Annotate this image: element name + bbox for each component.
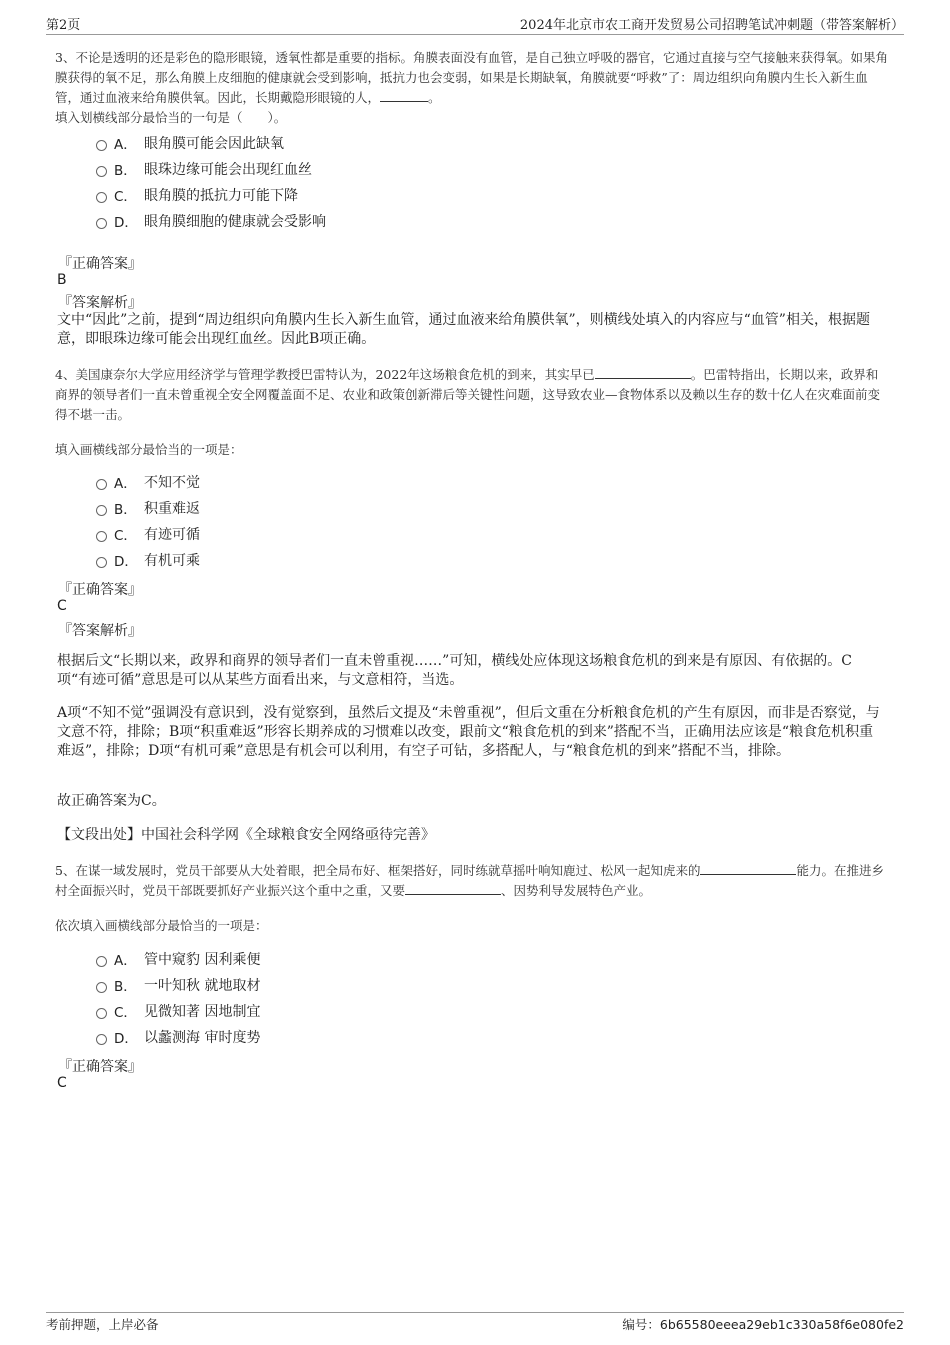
question-5-prompt: 依次填入画横线部分最恰当的一项是： — [55, 918, 268, 933]
answer-blank — [380, 89, 428, 102]
radio-icon[interactable] — [96, 505, 107, 516]
question-3-text: 3、不论是透明的还是彩色的隐形眼镜，透氧性都是重要的指标。角膜表面没有血管，是自己独立呼吸的器官，它通过直接与空气接触来获得氧。如果角膜获得的氧不足，那么角膜上皮细胞的健康就会受到影响，抵抗力也会变弱，如果是长期缺氧，角膜就要“呼救”了：周边组织向角膜内生长入新生血管，通过血液来给角膜供氧。因此，长期戴隐形眼镜的人， 。 填入划横线部分最恰当的一句是（ ）。 — [55, 50, 888, 125]
radio-icon[interactable] — [96, 166, 107, 177]
option-d[interactable]: D． 以蠡测海 审时度势 — [96, 1024, 260, 1050]
document-title: 2024年北京市农工商开发贸易公司招聘笔试冲刺题（带答案解析） — [519, 18, 904, 33]
answer-blank — [405, 882, 501, 895]
option-a[interactable]: A． 不知不觉 — [96, 469, 200, 495]
option-c[interactable]: C． 见微知著 因地制宜 — [96, 998, 260, 1024]
option-d[interactable]: D． 有机可乘 — [96, 547, 200, 573]
correct-answer-label: 『正确答案』 — [58, 256, 142, 272]
option-a[interactable]: A． 眼角膜可能会因此缺氧 — [96, 130, 326, 156]
page-footer — [46, 1312, 904, 1337]
question-4-text: 4、美国康奈尔大学应用经济学与管理学教授巴雷特认为，2022年这场粮食危机的到来，其实早已 。巴雷特指出，长期以来，政界和商界的领导者们一直未曾重视全安全网覆盖面不足、农业和政策创新滞后等关键性问题，这导致农业—食物体系以及赖以生存的数十亿人在灾难面前变得不堪一击。 — [55, 367, 881, 422]
page-header — [46, 14, 904, 35]
source-citation: 【文段出处】中国社会科学网《全球粮食安全网络亟待完善》 — [57, 827, 435, 843]
page-number: 第2页 — [46, 18, 81, 33]
correct-answer: C — [57, 1075, 67, 1091]
radio-icon[interactable] — [96, 1008, 107, 1019]
correct-answer: B — [57, 272, 67, 288]
analysis-conclusion: 故正确答案为C。 — [57, 793, 166, 809]
answer-blank — [700, 862, 796, 875]
analysis-label: 『答案解析』 — [58, 623, 142, 639]
correct-answer-label: 『正确答案』 — [58, 582, 142, 598]
document-code: 编号：6b65580eeea29eb1c330a58f6e080fe2 — [622, 1317, 904, 1332]
analysis-paragraph-2: A项“不知不觉”强调没有意识到，没有觉察到，虽然后文提及“未曾重视”，但后文重在分析粮食危机的产生有原因，而非是否察觉，与文意不符，排除；B项“积重难返”形容长期养成的习惯难以改变，跟前文“粮食危机的到来”搭配不当，正确用法应该是“粮食危机积重难返”，排除；D项“有机可乘”意思是有机会可以利用，有空子可钻，多搭配人，与“粮食危机的到来”搭配不当，排除。 — [57, 705, 880, 759]
option-c[interactable]: C． 有迹可循 — [96, 521, 200, 547]
radio-icon[interactable] — [96, 956, 107, 967]
correct-answer-label: 『正确答案』 — [58, 1059, 142, 1075]
question-4-options — [96, 469, 200, 573]
option-c[interactable]: C． 眼角膜的抵抗力可能下降 — [96, 182, 326, 208]
radio-icon[interactable] — [96, 218, 107, 229]
option-b[interactable]: B． 眼珠边缘可能会出现红血丝 — [96, 156, 326, 182]
question-3-prompt: 填入划横线部分最恰当的一句是（ ）。 — [55, 110, 287, 125]
radio-icon[interactable] — [96, 140, 107, 151]
option-a[interactable]: A． 管中窥豹 因利乘便 — [96, 946, 260, 972]
option-b[interactable]: B． 一叶知秋 就地取材 — [96, 972, 260, 998]
analysis-text: 文中“因此”之前，提到“周边组织向角膜内生长入新生血管，通过血液来给角膜供氧”，则横线处填入的内容应与“血管”相关，根据题意，即眼珠边缘可能会出现红血丝。因此B项正确。 — [57, 312, 870, 347]
question-5-text: 5、在谋一域发展时，党员干部要从大处着眼，把全局布好、框架搭好，同时练就草摇叶响知鹿过、松风一起知虎来的 能力。在推进乡村全面振兴时，党员干部既要抓好产业振兴这个重中之重，又要 、因势利导发展特色产业。 — [55, 863, 884, 898]
radio-icon[interactable] — [96, 1034, 107, 1045]
radio-icon[interactable] — [96, 192, 107, 203]
option-d[interactable]: D． 眼角膜细胞的健康就会受影响 — [96, 208, 326, 234]
radio-icon[interactable] — [96, 479, 107, 490]
analysis-label: 『答案解析』 — [58, 295, 142, 311]
question-3-options — [96, 130, 326, 234]
option-b[interactable]: B． 积重难返 — [96, 495, 200, 521]
question-5-options — [96, 946, 260, 1050]
answer-blank — [595, 366, 691, 379]
question-4-prompt: 填入画横线部分最恰当的一项是： — [55, 442, 243, 457]
correct-answer: C — [57, 598, 67, 614]
analysis-paragraph-1: 根据后文“长期以来，政界和商界的领导者们一直未曾重视……”可知，横线处应体现这场粮食危机的到来是有原因、有依据的。C项“有迹可循”意思是可以从某些方面看出来，与文意相符，当选。 — [57, 653, 853, 688]
radio-icon[interactable] — [96, 531, 107, 542]
radio-icon[interactable] — [96, 982, 107, 993]
radio-icon[interactable] — [96, 557, 107, 568]
footer-slogan: 考前押题，上岸必备 — [46, 1317, 159, 1332]
